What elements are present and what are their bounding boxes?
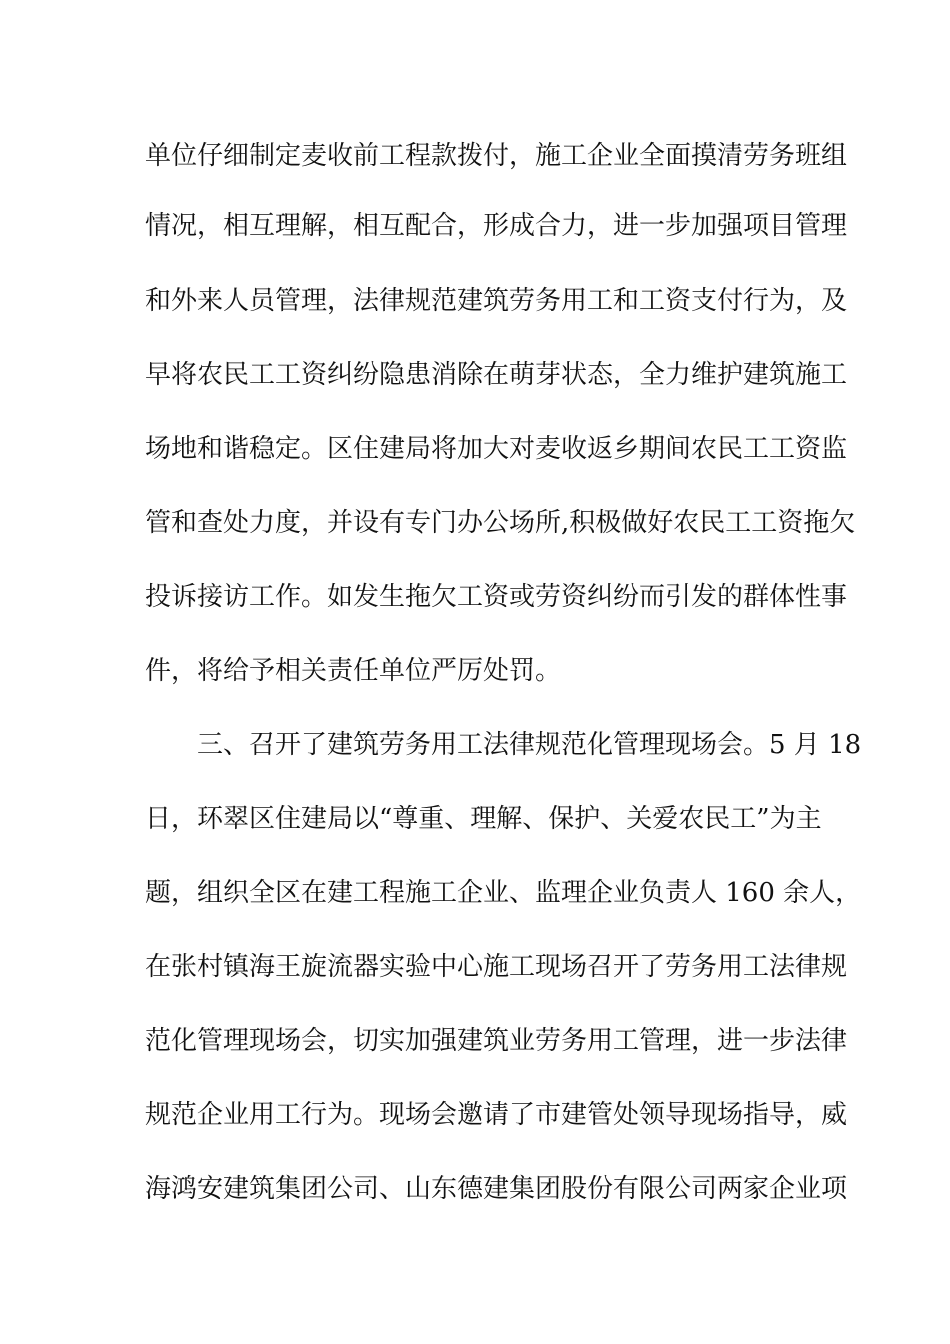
paragraph-2-line-3: 题，组织全区在建工程施工企业、监理企业负责人 160 余人， bbox=[145, 878, 862, 908]
paragraph-1-line-8: 件，将给予相关责任单位严厉处罚。 bbox=[145, 656, 562, 686]
paragraph-1-line-4: 早将农民工工资纠纷隐患消除在萌芽状态，全力维护建筑施工 bbox=[145, 360, 848, 390]
paragraph-1-line-7: 投诉接访工作。如发生拖欠工资或劳资纠纷而引发的群体性事 bbox=[145, 582, 848, 612]
paragraph-1-line-6: 管和查处力度，并设有专门办公场所,积极做好农民工工资拖欠 bbox=[145, 508, 856, 538]
paragraph-2-line-7: 海鸿安建筑集团公司、山东德建集团股份有限公司两家企业项 bbox=[145, 1174, 848, 1204]
paragraph-2-line-2: 日，环翠区住建局以“尊重、理解、保护、关爱农民工”为主 bbox=[145, 804, 822, 834]
paragraph-2-line-4: 在张村镇海王旋流器实验中心施工现场召开了劳务用工法律规 bbox=[145, 952, 848, 982]
paragraph-2-line-5: 范化管理现场会，切实加强建筑业劳务用工管理，进一步法律 bbox=[145, 1026, 848, 1056]
paragraph-1-line-1: 单位仔细制定麦收前工程款拨付，施工企业全面摸清劳务班组 bbox=[145, 141, 848, 171]
paragraph-2-line-1: 三、召开了建筑劳务用工法律规范化管理现场会。5 月 18 bbox=[197, 730, 862, 760]
paragraph-1-line-2: 情况，相互理解，相互配合，形成合力，进一步加强项目管理 bbox=[145, 211, 848, 241]
paragraph-1-line-3: 和外来人员管理，法律规范建筑劳务用工和工资支付行为，及 bbox=[145, 286, 848, 316]
paragraph-2-line-6: 规范企业用工行为。现场会邀请了市建管处领导现场指导，威 bbox=[145, 1100, 848, 1130]
paragraph-1-line-5: 场地和谐稳定。区住建局将加大对麦收返乡期间农民工工资监 bbox=[145, 434, 848, 464]
